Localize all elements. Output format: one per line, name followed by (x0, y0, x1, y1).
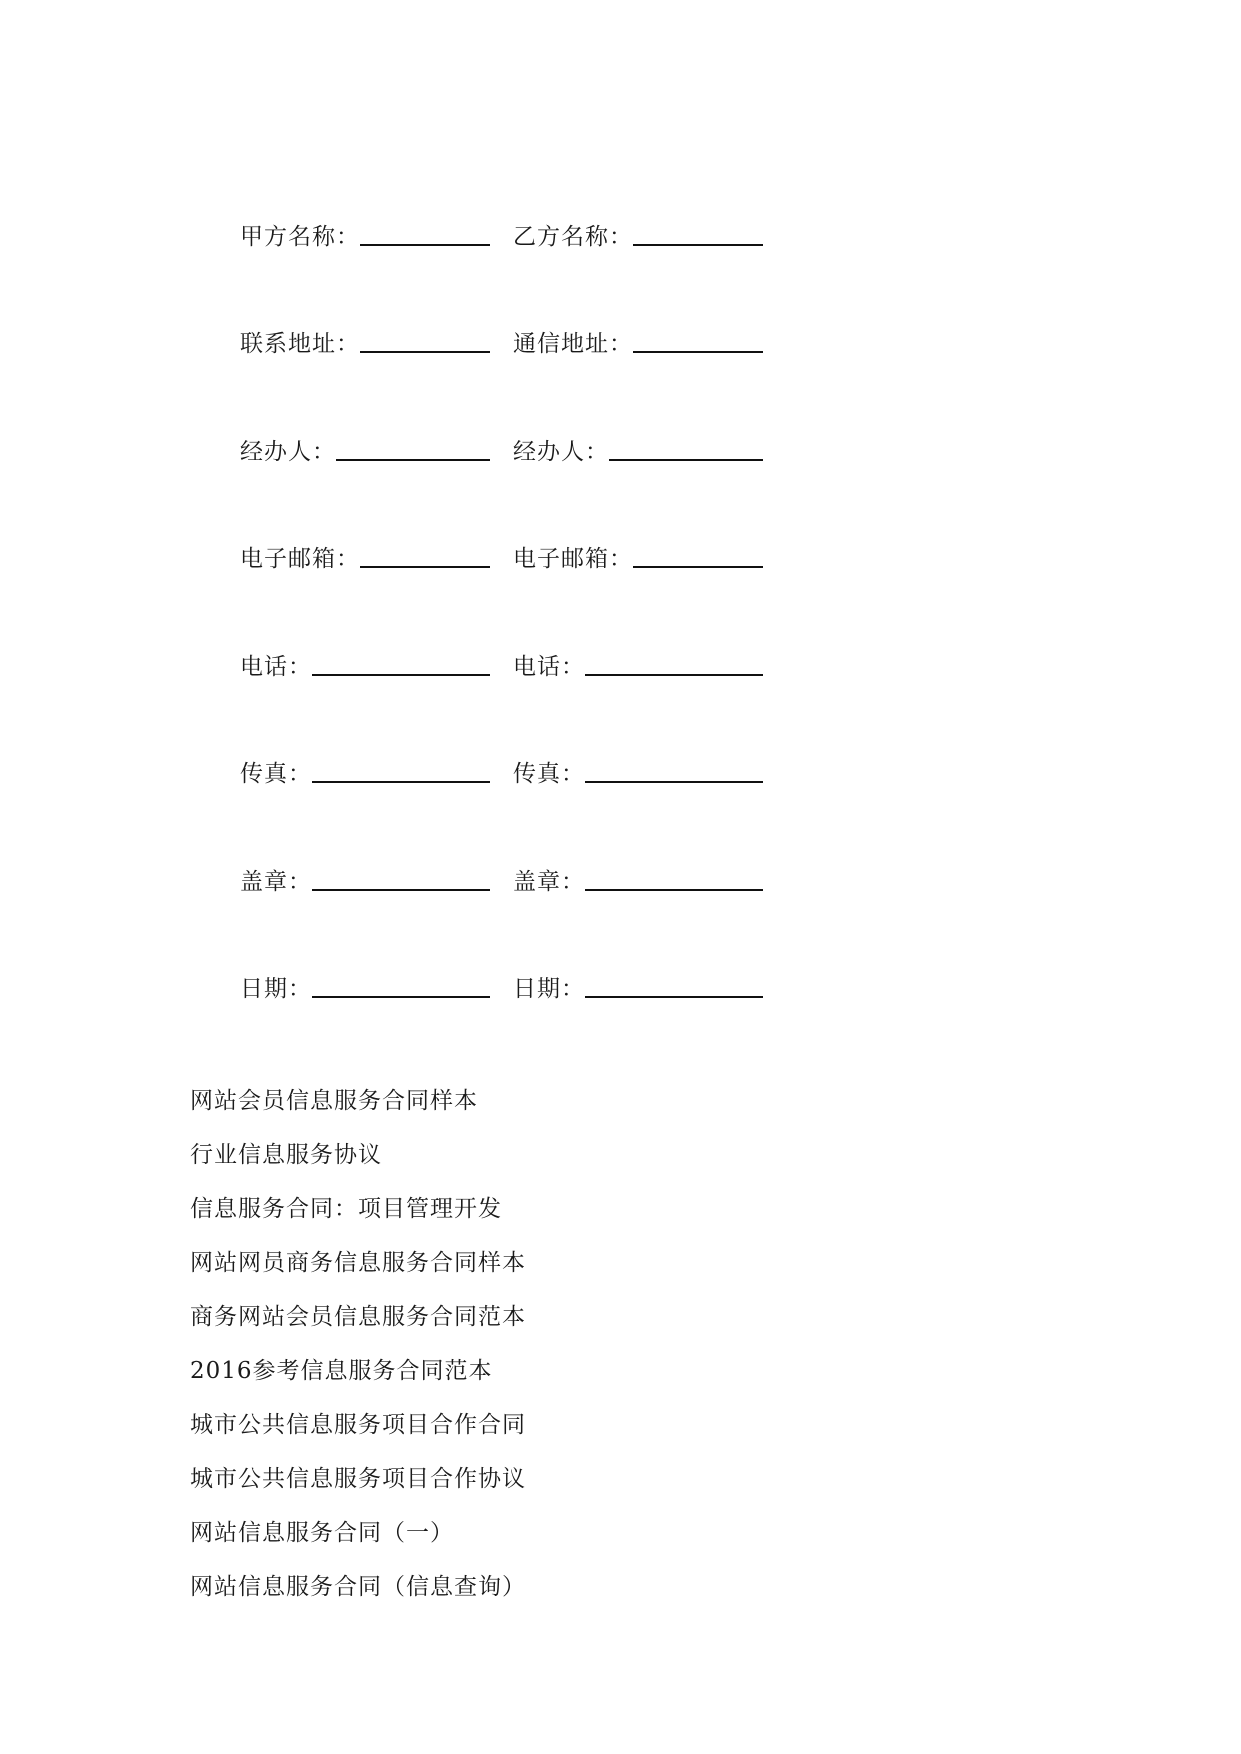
party-a-label: 甲方名称： (240, 224, 360, 250)
party-b-label: 日期： (513, 976, 585, 1002)
related-link[interactable]: 信息服务合同：项目管理开发 (190, 1196, 502, 1222)
blank-line (312, 781, 490, 783)
party-b-field (513, 319, 763, 359)
signature-row-address (240, 319, 800, 359)
signature-row-seal (240, 857, 800, 897)
party-b-label: 电子邮箱： (513, 546, 633, 572)
blank-line (360, 244, 490, 246)
blank-line (312, 674, 490, 676)
party-a-field (240, 319, 490, 359)
blank-line (585, 996, 763, 998)
blank-line (312, 889, 490, 891)
party-a-label: 电子邮箱： (240, 546, 360, 572)
related-link[interactable]: 网站网员商务信息服务合同样本 (190, 1250, 526, 1276)
blank-line (360, 566, 490, 568)
related-link[interactable]: 行业信息服务协议 (190, 1142, 382, 1168)
signature-row-fax (240, 749, 800, 789)
party-a-label: 盖章： (240, 869, 312, 895)
blank-line (312, 996, 490, 998)
party-a-label: 联系地址： (240, 331, 360, 357)
signature-row-handler (240, 427, 800, 467)
blank-line (585, 889, 763, 891)
party-a-label: 经办人： (240, 439, 336, 465)
signature-row-phone (240, 642, 800, 682)
blank-line (633, 351, 763, 353)
related-link[interactable]: 网站信息服务合同（信息查询） (190, 1574, 526, 1600)
party-b-field (513, 857, 763, 897)
party-a-field (240, 212, 490, 252)
party-b-label: 传真： (513, 761, 585, 787)
party-a-label: 传真： (240, 761, 312, 787)
party-a-field (240, 857, 490, 897)
party-a-label: 日期： (240, 976, 312, 1002)
party-a-label: 电话： (240, 654, 312, 680)
related-link[interactable]: 商务网站会员信息服务合同范本 (190, 1304, 526, 1330)
party-a-field (240, 534, 490, 574)
blank-line (585, 781, 763, 783)
blank-line (360, 351, 490, 353)
party-b-label: 乙方名称： (513, 224, 633, 250)
related-link[interactable]: 网站会员信息服务合同样本 (190, 1088, 478, 1114)
party-a-field (240, 749, 490, 789)
related-link[interactable]: 城市公共信息服务项目合作协议 (190, 1466, 526, 1492)
signature-row-name (240, 212, 800, 252)
party-b-field (513, 964, 763, 1004)
party-a-field (240, 964, 490, 1004)
blank-line (633, 244, 763, 246)
related-link[interactable]: 网站信息服务合同（一） (190, 1520, 454, 1546)
signature-row-email (240, 534, 800, 574)
blank-line (633, 566, 763, 568)
party-a-field (240, 642, 490, 682)
blank-line (585, 674, 763, 676)
blank-line (609, 459, 763, 461)
party-b-field (513, 427, 763, 467)
party-b-label: 经办人： (513, 439, 609, 465)
related-link[interactable]: 城市公共信息服务项目合作合同 (190, 1412, 526, 1438)
party-b-field (513, 642, 763, 682)
party-b-field (513, 749, 763, 789)
related-link[interactable]: 2016参考信息服务合同范本 (190, 1358, 493, 1384)
party-b-label: 通信地址： (513, 331, 633, 357)
party-b-field (513, 534, 763, 574)
related-links-list (190, 1074, 526, 1614)
party-b-field (513, 212, 763, 252)
party-a-field (240, 427, 490, 467)
blank-line (336, 459, 490, 461)
party-b-label: 盖章： (513, 869, 585, 895)
party-b-label: 电话： (513, 654, 585, 680)
signature-row-date (240, 964, 800, 1004)
